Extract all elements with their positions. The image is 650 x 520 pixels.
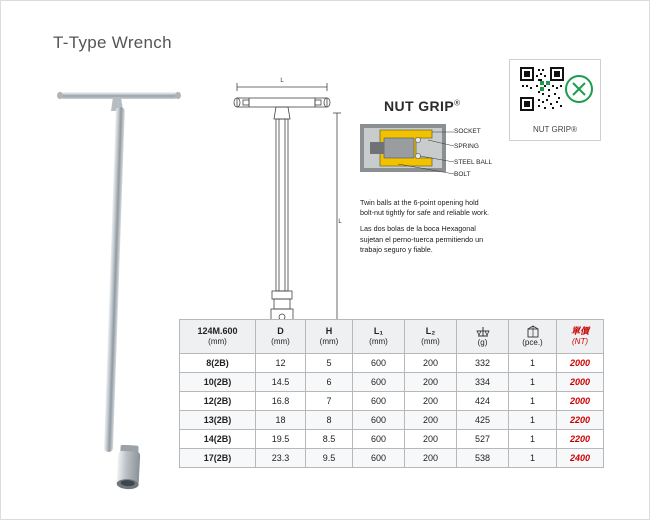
qr-code-box [509, 59, 601, 141]
cell-pack: 1 [509, 392, 557, 411]
technical-line-drawing [219, 73, 354, 308]
cell-h: 6 [306, 373, 353, 392]
drawing-label-l1: L [338, 219, 342, 225]
cell-l2: 200 [405, 449, 457, 468]
cell-l1: 600 [353, 430, 405, 449]
cell-d: 12 [256, 354, 306, 373]
cell-l1: 600 [353, 392, 405, 411]
cell-price: 2000 [557, 373, 604, 392]
spec-table [179, 319, 604, 468]
table-row [180, 392, 604, 411]
cell-weight: 332 [457, 354, 509, 373]
cell-l2: 200 [405, 411, 457, 430]
cell-d: 14.5 [256, 373, 306, 392]
nut-grip-text-es: Las dos bolas de la boca Hexagonal sujetan el perno-tuerca permitiendo un trabajo seguro y fiable. [360, 224, 484, 254]
page-title: T-Type Wrench [53, 33, 172, 52]
cell-l2: 200 [405, 430, 457, 449]
cell-price: 2200 [557, 411, 604, 430]
cell-l2: 200 [405, 354, 457, 373]
cell-code: 8(2B) [180, 354, 256, 373]
cell-weight: 424 [457, 392, 509, 411]
cell-h: 8 [306, 411, 353, 430]
nut-grip-title: NUT GRIP® [384, 98, 461, 114]
cell-l1: 600 [353, 354, 405, 373]
cell-d: 23.3 [256, 449, 306, 468]
header-l1: L₁ (mm) [353, 320, 405, 354]
callout-steel-ball: STEEL BALL [454, 159, 493, 166]
cell-d: 19.5 [256, 430, 306, 449]
nut-grip-description [360, 198, 492, 255]
qr-code-icon [518, 65, 566, 113]
cell-d: 18 [256, 411, 306, 430]
header-weight: (g) [457, 320, 509, 354]
cell-price: 2000 [557, 354, 604, 373]
cell-code: 12(2B) [180, 392, 256, 411]
cell-h: 9.5 [306, 449, 353, 468]
nut-grip-logo-icon [564, 74, 594, 104]
header-code: 124M.600 (mm) [180, 320, 256, 354]
cell-code: 13(2B) [180, 411, 256, 430]
cell-pack: 1 [509, 354, 557, 373]
cell-pack: 1 [509, 411, 557, 430]
cell-pack: 1 [509, 449, 557, 468]
cell-price: 2400 [557, 449, 604, 468]
cell-weight: 538 [457, 449, 509, 468]
cell-price: 2000 [557, 392, 604, 411]
nut-grip-text-en: Twin balls at the 6-point opening hold bolt-nut tightly for safe and reliable work. [360, 198, 490, 218]
cell-price: 2200 [557, 430, 604, 449]
table-row [180, 373, 604, 392]
box-icon [526, 326, 540, 338]
cell-l2: 200 [405, 373, 457, 392]
header-d: D (mm) [256, 320, 306, 354]
drawing-label-l2: L [280, 78, 284, 84]
cell-l1: 600 [353, 449, 405, 468]
scale-icon [475, 326, 491, 338]
table-header-row [180, 320, 604, 354]
header-h: H (mm) [306, 320, 353, 354]
cell-l1: 600 [353, 373, 405, 392]
table-row [180, 430, 604, 449]
cell-weight: 334 [457, 373, 509, 392]
table-row [180, 354, 604, 373]
cell-code: 10(2B) [180, 373, 256, 392]
callout-bolt: BOLT [454, 171, 471, 178]
cell-pack: 1 [509, 430, 557, 449]
callout-socket: SOCKET [454, 128, 481, 135]
callout-spring: SPRING [454, 143, 479, 150]
table-row [180, 449, 604, 468]
qr-caption: NUT GRIP® [533, 125, 577, 134]
header-price: 單價 (NT) [557, 320, 604, 354]
cell-h: 5 [306, 354, 353, 373]
table-row [180, 411, 604, 430]
cell-weight: 425 [457, 411, 509, 430]
cell-l2: 200 [405, 392, 457, 411]
header-l2: L₂ (mm) [405, 320, 457, 354]
nut-grip-panel [356, 86, 501, 286]
cell-d: 16.8 [256, 392, 306, 411]
cell-code: 14(2B) [180, 430, 256, 449]
cell-h: 7 [306, 392, 353, 411]
cell-l1: 600 [353, 411, 405, 430]
header-pack: (pce.) [509, 320, 557, 354]
cell-weight: 527 [457, 430, 509, 449]
cell-h: 8.5 [306, 430, 353, 449]
cell-code: 17(2B) [180, 449, 256, 468]
cell-pack: 1 [509, 373, 557, 392]
